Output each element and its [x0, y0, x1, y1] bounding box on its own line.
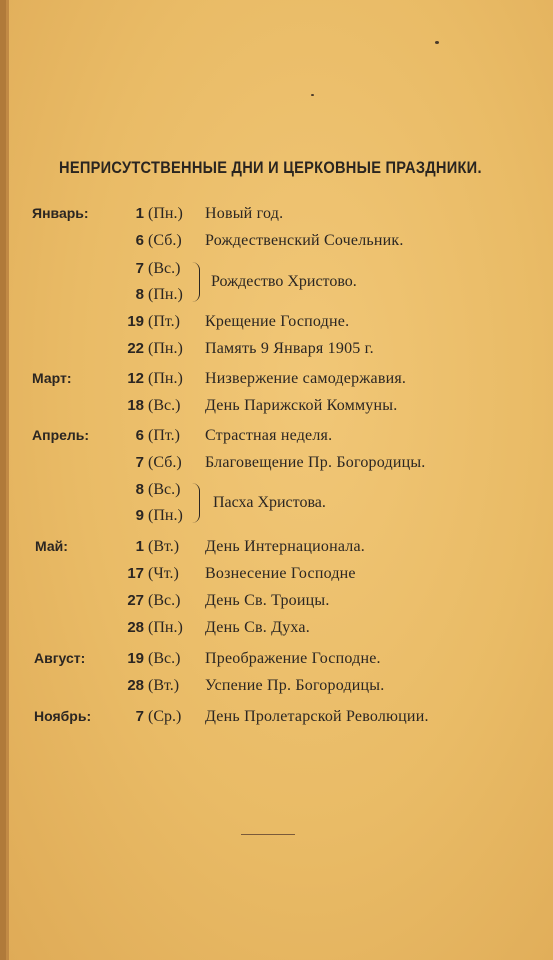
weekday: (Ср.): [148, 708, 182, 725]
weekday: (Вс.): [148, 650, 181, 667]
holiday-name: Низвержение самодержавия.: [205, 370, 407, 387]
holiday-name: Вознесение Господне: [205, 565, 356, 582]
holiday-name: Рождественский Сочельник.: [205, 232, 404, 249]
weekday: (Пн.): [148, 205, 183, 222]
holiday-name: День Пролетарской Революции.: [205, 708, 429, 725]
grouping-brace: [191, 483, 200, 523]
list-item: [9, 619, 553, 643]
weekday: (Вс.): [148, 481, 181, 498]
list-item: [9, 427, 553, 451]
list-item: [9, 592, 553, 616]
day-number: 7: [135, 454, 144, 471]
grouping-brace: [191, 262, 200, 302]
weekday: (Вс.): [148, 397, 181, 414]
weekday: (Пт.): [148, 313, 180, 330]
holiday-name: Благовещение Пр. Богородицы.: [205, 454, 426, 471]
holiday-name: День Св. Троицы.: [205, 592, 330, 609]
list-item: [9, 565, 553, 589]
day-number: 1: [135, 205, 144, 222]
weekday: (Вс.): [148, 592, 181, 609]
holiday-name: Крещение Господне.: [205, 313, 350, 330]
day-number: 28: [127, 619, 144, 636]
day-number: 8: [135, 481, 144, 498]
weekday: (Пн.): [148, 507, 183, 524]
weekday: (Пт.): [148, 427, 180, 444]
weekday: (Чт.): [148, 565, 179, 582]
weekday: (Вс.): [148, 260, 181, 277]
day-number: 7: [135, 708, 144, 725]
list-item: [9, 205, 553, 229]
holiday-name: День Интернационала.: [205, 538, 365, 555]
day-number: 1: [135, 538, 144, 555]
list-item: [9, 708, 553, 732]
holiday-name: Рождество Христово.: [211, 273, 357, 290]
holiday-name: Успение Пр. Богородицы.: [205, 677, 385, 694]
ink-speck: [311, 94, 314, 96]
day-number: 17: [127, 565, 144, 582]
month-label-november: Ноябрь:: [34, 708, 92, 724]
weekday: (Вт.): [148, 677, 180, 694]
day-number: 8: [135, 286, 144, 303]
holiday-name: Пасха Христова.: [213, 494, 326, 511]
holiday-name: Преображение Господне.: [205, 650, 381, 667]
day-number: 9: [135, 507, 144, 524]
day-number: 7: [135, 260, 144, 277]
weekday: (Пн.): [148, 619, 183, 636]
list-item: [9, 650, 553, 674]
weekday: (Пн.): [148, 340, 183, 357]
list-item: [9, 397, 553, 421]
day-number: 6: [135, 232, 144, 249]
day-number: 6: [135, 427, 144, 444]
document-page: [6, 0, 553, 960]
weekday: (Пн.): [148, 286, 183, 303]
page-title: НЕПРИСУТСТВЕННЫЕ ДНИ И ЦЕРКОВНЫЕ ПРАЗДНИКИ.: [59, 158, 482, 177]
weekday: (Сб.): [148, 454, 182, 471]
list-item: [9, 370, 553, 394]
month-label-august: Август:: [34, 650, 86, 666]
ink-speck: [435, 41, 439, 44]
list-item: [9, 538, 553, 562]
day-number: 12: [127, 370, 144, 387]
weekday: (Вт.): [148, 538, 180, 555]
divider: [241, 834, 295, 835]
day-number: 28: [127, 677, 144, 694]
list-item: [9, 313, 553, 337]
month-label-april: Апрель:: [32, 427, 90, 443]
day-number: 19: [127, 650, 144, 667]
day-number: 27: [127, 592, 144, 609]
list-item: [9, 340, 553, 364]
weekday: (Пн.): [148, 370, 183, 387]
weekday: (Сб.): [148, 232, 182, 249]
list-item: [9, 232, 553, 256]
holiday-name: Память 9 Января 1905 г.: [205, 340, 374, 357]
holiday-name: Новый год.: [205, 205, 284, 222]
month-label-march: Март:: [32, 370, 72, 386]
holiday-name: Страстная неделя.: [205, 427, 333, 444]
month-label-may: Май:: [35, 538, 68, 554]
list-item: [9, 454, 553, 478]
holiday-name: День Парижской Коммуны.: [205, 397, 398, 414]
day-number: 18: [127, 397, 144, 414]
list-item: [9, 677, 553, 701]
holiday-name: День Св. Духа.: [205, 619, 310, 636]
month-label-january: Январь:: [32, 205, 89, 221]
day-number: 22: [127, 340, 144, 357]
day-number: 19: [127, 313, 144, 330]
